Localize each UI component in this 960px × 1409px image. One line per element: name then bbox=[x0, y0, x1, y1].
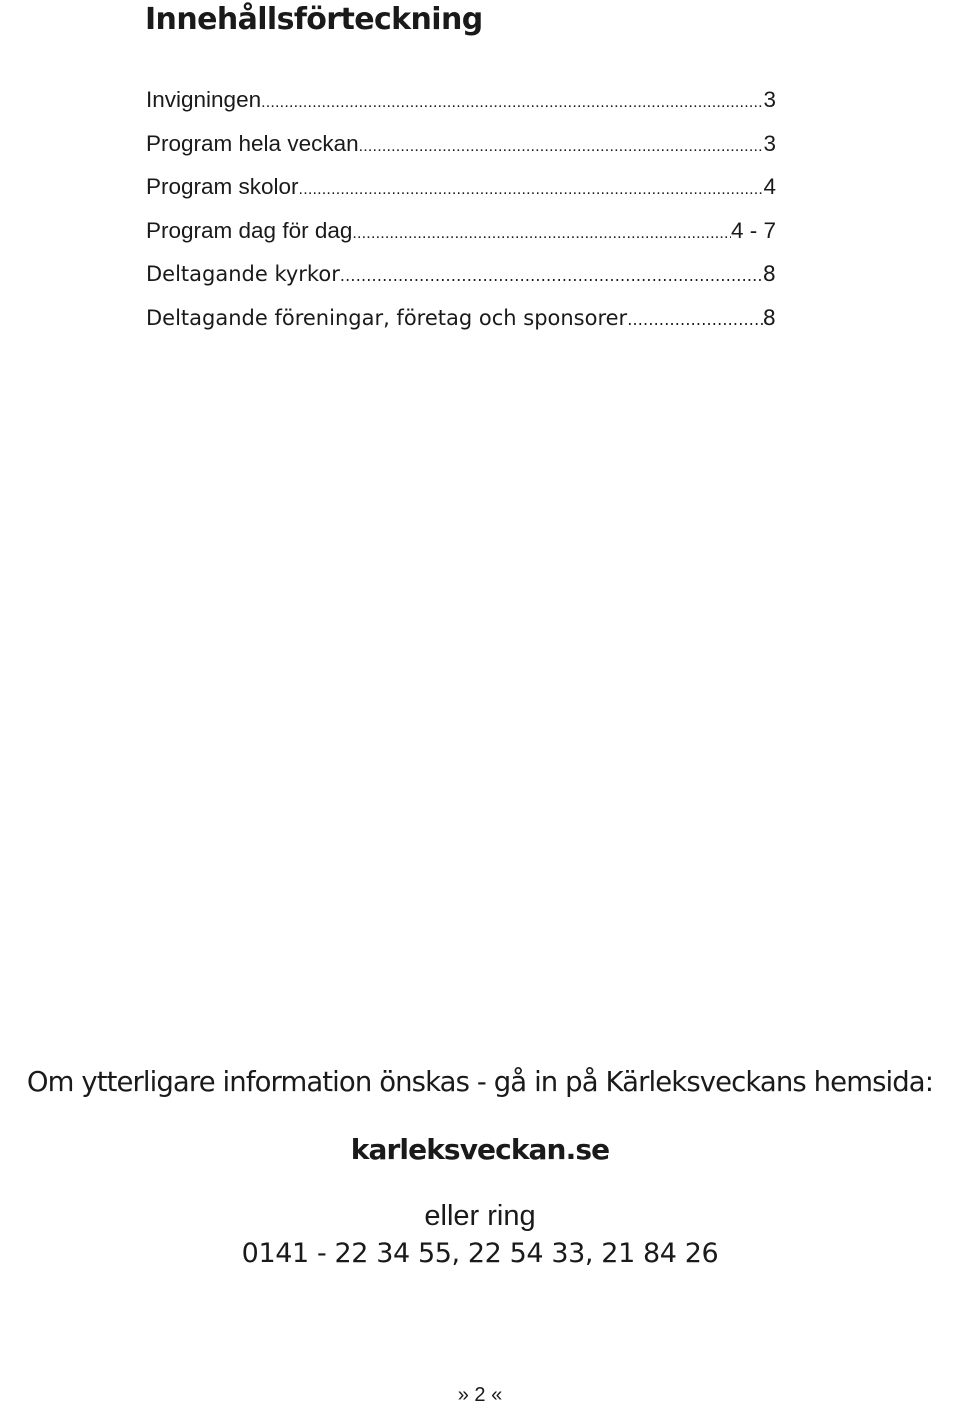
toc-entry bbox=[146, 82, 776, 126]
toc-list bbox=[146, 82, 776, 344]
toc-entry bbox=[146, 256, 776, 300]
phone-intro: eller ring bbox=[424, 1200, 536, 1232]
toc-entry-label: Program dag för dag bbox=[146, 217, 353, 243]
toc-entry-label: Deltagande kyrkor bbox=[146, 262, 340, 287]
toc-entry bbox=[146, 169, 776, 213]
phone-numbers: 0141 - 22 34 55, 22 54 33, 21 84 26 bbox=[241, 1238, 719, 1269]
toc-entry-label: Deltagande föreningar, företag och sponsorer bbox=[146, 305, 628, 330]
toc-entry-label: Program skolor bbox=[146, 174, 299, 200]
toc-leader-dots bbox=[261, 85, 763, 121]
toc-entry-label: Program hela veckan bbox=[146, 130, 359, 156]
info-text: Om ytterligare information önskas - gå in på Kärleksveckans hemsida: bbox=[26, 1066, 934, 1098]
toc-entry-page: 3 bbox=[763, 130, 776, 156]
toc-entry bbox=[146, 213, 776, 257]
toc-title: Innehållsförteckning bbox=[145, 2, 483, 37]
toc-entry-page: 8 bbox=[762, 305, 776, 330]
toc-entry-page: 4 - 7 bbox=[730, 217, 776, 243]
toc-leader-dots bbox=[359, 129, 764, 165]
toc-leader-dots bbox=[299, 172, 764, 208]
toc-leader-dots bbox=[340, 258, 763, 294]
toc-leader-dots bbox=[352, 216, 731, 252]
page-number: » 2 « bbox=[457, 1384, 503, 1406]
website-link[interactable]: karleksveckan.se bbox=[350, 1133, 610, 1166]
toc-entry-label: Invigningen bbox=[146, 87, 262, 112]
toc-entry bbox=[146, 300, 776, 344]
toc-entry-page: 8 bbox=[762, 262, 776, 287]
toc-entry-page: 3 bbox=[763, 87, 776, 112]
toc-entry bbox=[146, 126, 776, 170]
toc-entry-page: 4 bbox=[763, 174, 776, 200]
toc-leader-dots bbox=[627, 302, 762, 338]
